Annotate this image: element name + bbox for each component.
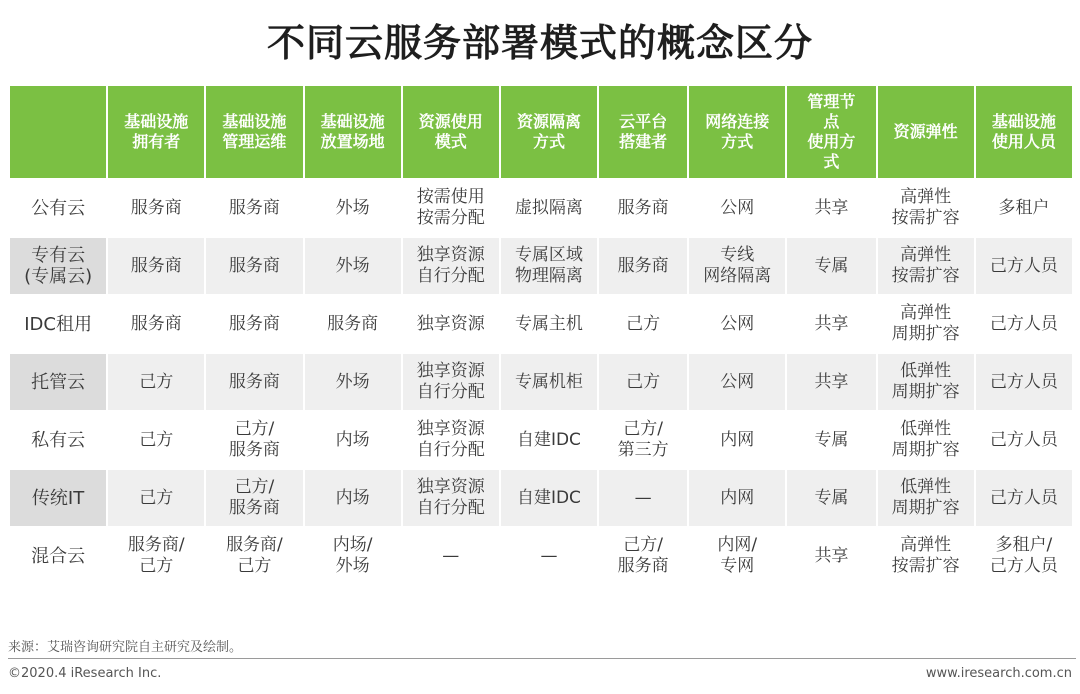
table-cell: 多租户/ 己方人员 [976,528,1072,584]
column-header: 资源隔离 方式 [501,86,597,178]
table-cell: 己方 [599,296,687,352]
table-cell: 公网 [689,296,785,352]
table-cell: 共享 [787,528,875,584]
table-cell: 服务商/ 己方 [206,528,302,584]
row-header: 专有云 (专属云) [10,238,106,294]
table-cell: 独享资源 自行分配 [403,470,499,526]
table-cell: 虚拟隔离 [501,180,597,236]
table-cell: 自建IDC [501,470,597,526]
table-cell: 己方人员 [976,412,1072,468]
table-cell: 己方人员 [976,470,1072,526]
table-cell: 专属机柜 [501,354,597,410]
row-header: 托管云 [10,354,106,410]
table-cell: 独享资源 [403,296,499,352]
row-header: 传统IT [10,470,106,526]
table-cell: 己方人员 [976,238,1072,294]
table-cell: 己方/ 服务商 [599,528,687,584]
column-header: 基础设施 管理运维 [206,86,302,178]
table-cell: 内网/ 专网 [689,528,785,584]
table-cell: — [599,470,687,526]
column-header: 基础设施 拥有者 [108,86,204,178]
row-header: 混合云 [10,528,106,584]
table-cell: 低弹性 周期扩容 [878,412,974,468]
table-cell: 高弹性 按需扩容 [878,180,974,236]
table-cell: 服务商 [206,238,302,294]
table-row [10,470,1072,526]
table-cell: 内网 [689,412,785,468]
column-header: 资源弹性 [878,86,974,178]
table-cell: 独享资源 自行分配 [403,412,499,468]
table-cell: 己方 [108,470,204,526]
column-header: 云平台 搭建者 [599,86,687,178]
table-cell: 外场 [305,180,401,236]
table-cell: 专属 [787,470,875,526]
table-row [10,528,1072,584]
table-row [10,238,1072,294]
table-cell: 服务商 [305,296,401,352]
table-cell: 服务商 [108,238,204,294]
table-cell: 服务商 [206,296,302,352]
table-cell: 己方 [599,354,687,410]
copyright-text: ©2020.4 iResearch Inc. [8,666,162,681]
table-cell: 高弹性 周期扩容 [878,296,974,352]
table-cell: 按需使用 按需分配 [403,180,499,236]
table-row [10,412,1072,468]
footer-divider [8,658,1076,659]
table-cell: 公网 [689,354,785,410]
table-cell: 高弹性 按需扩容 [878,238,974,294]
table-cell: 专属主机 [501,296,597,352]
table-cell: 己方人员 [976,354,1072,410]
table-cell: 内场 [305,470,401,526]
table-cell: 低弹性 周期扩容 [878,354,974,410]
table-cell: 低弹性 周期扩容 [878,470,974,526]
column-header: 基础设施 放置场地 [305,86,401,178]
column-header: 基础设施 使用人员 [976,86,1072,178]
row-header: 私有云 [10,412,106,468]
row-header: IDC租用 [10,296,106,352]
deployment-comparison-table [8,84,1074,586]
table-cell: 专属 [787,412,875,468]
table-cell: — [501,528,597,584]
table-cell: 己方 [108,354,204,410]
table-cell: 外场 [305,354,401,410]
table-cell: 己方 [108,412,204,468]
column-header: 网络连接 方式 [689,86,785,178]
table-row [10,180,1072,236]
header-row [10,86,1072,178]
table-cell: 共享 [787,354,875,410]
table-cell: 内场 [305,412,401,468]
table-row [10,354,1072,410]
table-cell: 服务商 [599,238,687,294]
table-cell: 内网 [689,470,785,526]
table-cell: 服务商 [108,296,204,352]
table-cell: 服务商 [599,180,687,236]
table-cell: 己方人员 [976,296,1072,352]
page-title: 不同云服务部署模式的概念区分 [266,21,813,65]
column-header: 管理节 点 使用方 式 [787,86,875,178]
header-corner [10,86,106,178]
table-cell: 专属区域 物理隔离 [501,238,597,294]
table-cell: 己方/ 服务商 [206,412,302,468]
table-cell: — [403,528,499,584]
table-cell: 己方/ 服务商 [206,470,302,526]
column-header: 资源使用 模式 [403,86,499,178]
table-cell: 高弹性 按需扩容 [878,528,974,584]
table-cell: 专属 [787,238,875,294]
table-cell: 自建IDC [501,412,597,468]
table-cell: 内场/ 外场 [305,528,401,584]
row-header: 公有云 [10,180,106,236]
table-row [10,296,1072,352]
table-cell: 服务商 [206,354,302,410]
table-cell: 外场 [305,238,401,294]
source-note: 来源：艾瑞咨询研究院自主研究及绘制。 [8,640,243,655]
website-link[interactable]: www.iresearch.com.cn [925,666,1072,681]
table-cell: 公网 [689,180,785,236]
table-body [10,180,1072,584]
table-cell: 独享资源 自行分配 [403,238,499,294]
table-cell: 独享资源 自行分配 [403,354,499,410]
table-cell: 服务商/ 己方 [108,528,204,584]
table-cell: 专线 网络隔离 [689,238,785,294]
table-cell: 多租户 [976,180,1072,236]
table-cell: 共享 [787,180,875,236]
table-cell: 共享 [787,296,875,352]
table-cell: 服务商 [206,180,302,236]
table-cell: 己方/ 第三方 [599,412,687,468]
table-cell: 服务商 [108,180,204,236]
